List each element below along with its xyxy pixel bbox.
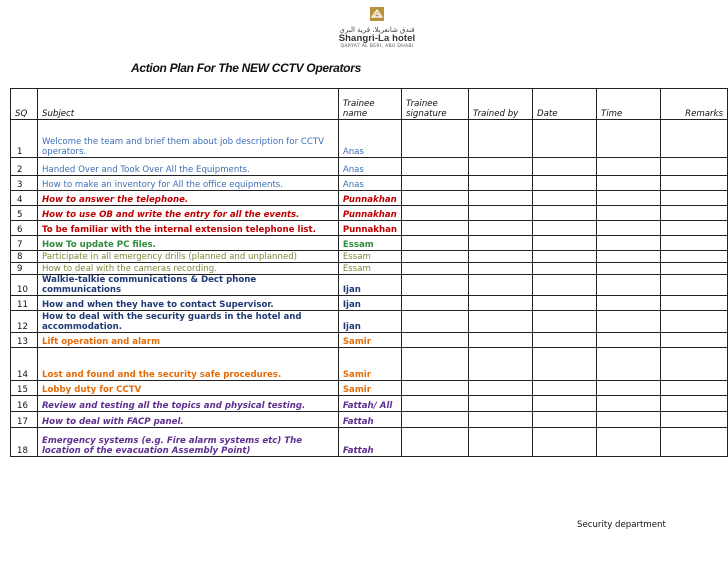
sq-cell: 17 (11, 412, 38, 428)
trainee-name-cell: Samir (338, 333, 401, 348)
remarks-cell (660, 428, 727, 457)
time-cell (596, 275, 660, 296)
trainee-signature-cell (402, 311, 469, 333)
trainee-name-cell: Punnakhan (338, 191, 401, 206)
trainee-signature-cell (402, 120, 469, 158)
sq-cell: 12 (11, 311, 38, 333)
trained-by-cell (469, 333, 533, 348)
trainee-signature-cell (402, 236, 469, 251)
remarks-cell (660, 206, 727, 221)
trained-by-cell (469, 311, 533, 333)
sq-cell: 3 (11, 176, 38, 191)
subject-cell: How to deal with the security guards in the hotel and accommodation. (37, 311, 338, 333)
trained-by-cell (469, 221, 533, 236)
logo-brand-name: Shangri-La hotel (338, 33, 416, 44)
sq-cell: 11 (11, 296, 38, 311)
header-trainee-name: Trainee name (338, 89, 401, 120)
subject-cell: Welcome the team and brief them about job description for CCTV operators. (37, 120, 338, 158)
trainee-name-cell: Fattah/ All (338, 396, 401, 412)
subject-cell: How To update PC files. (37, 236, 338, 251)
table-row (11, 428, 728, 457)
trainee-name-cell: Anas (338, 176, 401, 191)
date-cell (533, 221, 597, 236)
trainee-name-cell: Essam (338, 251, 401, 263)
subject-cell: To be familiar with the internal extension telephone list. (37, 221, 338, 236)
subject-cell: Lost and found and the security safe procedures. (37, 348, 338, 381)
table-row (11, 263, 728, 275)
trainee-signature-cell (402, 396, 469, 412)
trainee-signature-cell (402, 333, 469, 348)
time-cell (596, 428, 660, 457)
trained-by-cell (469, 158, 533, 176)
trained-by-cell (469, 236, 533, 251)
header-sq: SQ (11, 89, 38, 120)
table-row (11, 120, 728, 158)
sq-cell: 10 (11, 275, 38, 296)
sq-cell: 7 (11, 236, 38, 251)
table-row (11, 251, 728, 263)
remarks-cell (660, 311, 727, 333)
time-cell (596, 333, 660, 348)
action-plan-table (10, 88, 728, 457)
table-row (11, 275, 728, 296)
trained-by-cell (469, 296, 533, 311)
table-row (11, 381, 728, 396)
trainee-name-cell: Fattah (338, 428, 401, 457)
remarks-cell (660, 275, 727, 296)
trainee-name-cell: Essam (338, 236, 401, 251)
time-cell (596, 221, 660, 236)
trainee-name-cell: Ijan (338, 275, 401, 296)
time-cell (596, 236, 660, 251)
sq-cell: 8 (11, 251, 38, 263)
header-trainee-signature: Trainee signature (402, 89, 469, 120)
subject-cell: Participate in all emergency drills (planned and unplanned) (37, 251, 338, 263)
subject-cell: Emergency systems (e.g. Fire alarm systems etc) The location of the evacuation Assembly Point) (37, 428, 338, 457)
time-cell (596, 191, 660, 206)
remarks-cell (660, 296, 727, 311)
time-cell (596, 158, 660, 176)
sq-cell: 14 (11, 348, 38, 381)
footer-department: Security department (577, 520, 666, 530)
table-row (11, 176, 728, 191)
remarks-cell (660, 236, 727, 251)
trained-by-cell (469, 381, 533, 396)
page-title: Action Plan For The NEW CCTV Operators (131, 61, 361, 75)
date-cell (533, 396, 597, 412)
trainee-name-cell: Anas (338, 158, 401, 176)
date-cell (533, 191, 597, 206)
remarks-cell (660, 176, 727, 191)
table-row (11, 396, 728, 412)
trainee-signature-cell (402, 251, 469, 263)
time-cell (596, 311, 660, 333)
sq-cell: 15 (11, 381, 38, 396)
trainee-signature-cell (402, 348, 469, 381)
trainee-signature-cell (402, 263, 469, 275)
trainee-signature-cell (402, 428, 469, 457)
sq-cell: 4 (11, 191, 38, 206)
table-row (11, 221, 728, 236)
subject-cell: Lobby duty for CCTV (37, 381, 338, 396)
time-cell (596, 176, 660, 191)
time-cell (596, 396, 660, 412)
time-cell (596, 120, 660, 158)
date-cell (533, 296, 597, 311)
subject-cell: How to deal with the cameras recording. (37, 263, 338, 275)
remarks-cell (660, 412, 727, 428)
trainee-signature-cell (402, 381, 469, 396)
date-cell (533, 333, 597, 348)
sq-cell: 2 (11, 158, 38, 176)
remarks-cell (660, 191, 727, 206)
date-cell (533, 412, 597, 428)
table-header-row (11, 89, 728, 120)
table-row (11, 412, 728, 428)
remarks-cell (660, 381, 727, 396)
shangri-la-emblem-icon (369, 6, 385, 22)
header-date: Date (533, 89, 597, 120)
subject-cell: Handed Over and Took Over All the Equipments. (37, 158, 338, 176)
date-cell (533, 275, 597, 296)
remarks-cell (660, 263, 727, 275)
time-cell (596, 296, 660, 311)
sq-cell: 13 (11, 333, 38, 348)
subject-cell: Lift operation and alarm (37, 333, 338, 348)
remarks-cell (660, 251, 727, 263)
remarks-cell (660, 158, 727, 176)
sq-cell: 6 (11, 221, 38, 236)
sq-cell: 5 (11, 206, 38, 221)
trainee-signature-cell (402, 176, 469, 191)
trained-by-cell (469, 206, 533, 221)
remarks-cell (660, 396, 727, 412)
trainee-name-cell: Samir (338, 348, 401, 381)
remarks-cell (660, 221, 727, 236)
date-cell (533, 381, 597, 396)
trainee-signature-cell (402, 412, 469, 428)
date-cell (533, 120, 597, 158)
date-cell (533, 206, 597, 221)
trained-by-cell (469, 275, 533, 296)
table-row (11, 296, 728, 311)
subject-cell: How to deal with FACP panel. (37, 412, 338, 428)
trainee-signature-cell (402, 158, 469, 176)
date-cell (533, 176, 597, 191)
trainee-signature-cell (402, 191, 469, 206)
date-cell (533, 236, 597, 251)
time-cell (596, 251, 660, 263)
trainee-name-cell: Ijan (338, 311, 401, 333)
date-cell (533, 158, 597, 176)
trained-by-cell (469, 251, 533, 263)
table-row (11, 158, 728, 176)
subject-cell: Review and testing all the topics and physical testing. (37, 396, 338, 412)
trainee-name-cell: Punnakhan (338, 221, 401, 236)
time-cell (596, 381, 660, 396)
header-subject: Subject (37, 89, 338, 120)
date-cell (533, 348, 597, 381)
table-row (11, 333, 728, 348)
table-row (11, 348, 728, 381)
trainee-signature-cell (402, 206, 469, 221)
remarks-cell (660, 120, 727, 158)
hotel-logo (322, 6, 432, 56)
trainee-signature-cell (402, 296, 469, 311)
table-row (11, 191, 728, 206)
date-cell (533, 311, 597, 333)
time-cell (596, 206, 660, 221)
trained-by-cell (469, 120, 533, 158)
date-cell (533, 251, 597, 263)
subject-cell: How to use OB and write the entry for all the events. (37, 206, 338, 221)
subject-cell: How to answer the telephone. (37, 191, 338, 206)
sq-cell: 9 (11, 263, 38, 275)
trainee-signature-cell (402, 221, 469, 236)
table-row (11, 236, 728, 251)
remarks-cell (660, 333, 727, 348)
trainee-name-cell: Punnakhan (338, 206, 401, 221)
trained-by-cell (469, 176, 533, 191)
trainee-name-cell: Anas (338, 120, 401, 158)
table-row (11, 311, 728, 333)
table-row (11, 206, 728, 221)
trained-by-cell (469, 348, 533, 381)
subject-cell: How to make an inventory for All the office equipments. (37, 176, 338, 191)
header-trained-by: Trained by (469, 89, 533, 120)
header-time: Time (596, 89, 660, 120)
time-cell (596, 412, 660, 428)
trained-by-cell (469, 263, 533, 275)
trainee-name-cell: Essam (338, 263, 401, 275)
trainee-name-cell: Fattah (338, 412, 401, 428)
trained-by-cell (469, 412, 533, 428)
trained-by-cell (469, 428, 533, 457)
sq-cell: 1 (11, 120, 38, 158)
time-cell (596, 263, 660, 275)
logo-location: QARYAT AL BERI, ABU DHABI (340, 44, 414, 49)
trainee-name-cell: Ijan (338, 296, 401, 311)
header-remarks: Remarks (660, 89, 727, 120)
logo-arabic-text: فندق شانغريلا، قرية البري (339, 26, 415, 34)
subject-cell: Walkie-talkie communications & Dect phone communications (37, 275, 338, 296)
action-plan-table-wrapper (10, 88, 728, 457)
date-cell (533, 428, 597, 457)
date-cell (533, 263, 597, 275)
trained-by-cell (469, 191, 533, 206)
trainee-signature-cell (402, 275, 469, 296)
time-cell (596, 348, 660, 381)
subject-cell: How and when they have to contact Supervisor. (37, 296, 338, 311)
remarks-cell (660, 348, 727, 381)
sq-cell: 16 (11, 396, 38, 412)
trainee-name-cell: Samir (338, 381, 401, 396)
sq-cell: 18 (11, 428, 38, 457)
trained-by-cell (469, 396, 533, 412)
